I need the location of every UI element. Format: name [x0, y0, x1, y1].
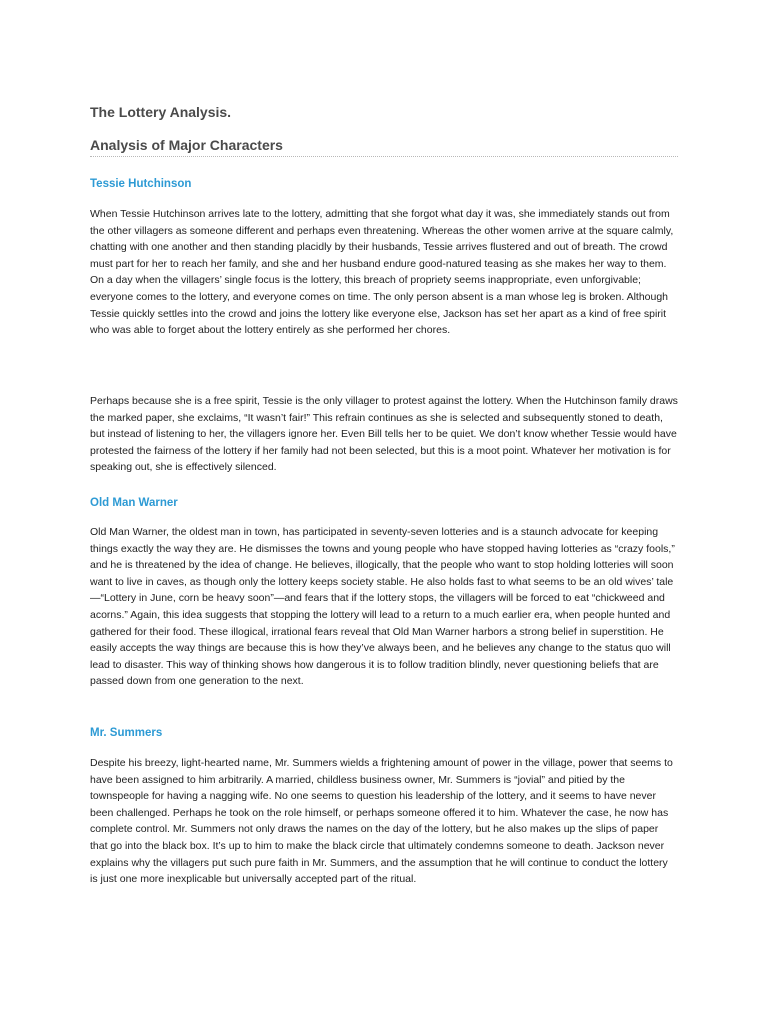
heading-mr-summers: Mr. Summers	[90, 727, 163, 739]
paragraph-old-man-warner: Old Man Warner, the oldest man in town, has participated in seventy-seven lotteries and is a staunch advocate for keeping things exactly the way they are. He dismisses the towns and young people who have stopped having lotteries as “crazy fools,” and he is threatened by the idea of change. He believes, illogically, that the people who want to stop holding lotteries will soon want to live in caves, as though only the lottery keeps society stable. He also holds fast to what seems to be an old wives’ tale—“Lottery in June, corn be heavy soon”—and fears that if the lottery stops, the villagers will be forced to eat “chickweed and acorns.” Again, this idea suggests that stopping the lottery will lead to a return to a much earlier era, when people hunted and gathered for their food. These illogical, irrational fears reveal that Old Man Warner harbors a strong belief in superstition. He easily accepts the way things are because this is how they’ve always been, and he believes any change to the status quo will lead to disaster. This way of thinking shows how dangerous it is to follow tradition blindly, never questioning beliefs that are passed down from one generation to the next.	[90, 526, 675, 688]
paragraph-tessie-2: Perhaps because she is a free spirit, Tessie is the only villager to protest against the lottery. When the Hutchinson family draws the marked paper, she exclaims, “It wasn’t fair!” This refrain continues as she is selected and subsequently stoned to death, but instead of listening to her, the villagers ignore her. Even Bill tells her to be quiet. We don’t know whether Tessie would have protested the fairness of the lottery if her family had not been selected, but this is a moot point. Whatever her motivation is for speaking out, she is effectively silenced.	[90, 395, 678, 474]
document-title: The Lottery Analysis.	[90, 104, 232, 120]
paragraph-mr-summers: Despite his breezy, light-hearted name, Mr. Summers wields a frightening amount of power in the village, power that seems to have been assigned to him arbitrarily. A married, childless business owner, Mr. Summers is “jovial” and pitied by the townspeople for having a nagging wife. No one seems to question his leadership of the lottery, and it seems to have never been challenged. Perhaps he took on the role himself, or perhaps someone offered it to him. Whatever the case, he now has complete control. Mr. Summers not only draws the names on the day of the lottery, but he also makes up the slips of paper that go into the black box. It’s up to him to make the black circle that ultimately condemns someone to death. Jackson never explains why the villagers put such pure faith in Mr. Summers, and the assumption that he will continue to conduct the lottery is just one more inexplicable but universally accepted part of the ritual.	[90, 757, 673, 886]
heading-tessie-hutchinson: Tessie Hutchinson	[90, 178, 192, 190]
paragraph-tessie-1: When Tessie Hutchinson arrives late to the lottery, admitting that she forgot what day it was, she immediately stands out from the other villagers as someone different and perhaps even threatening. Whereas the other women arrive at the square calmly, chatting with one another and then standing placidly by their husbands, Tessie arrives flustered and out of breath. The crowd must part for her to reach her family, and she and her husband endure good-natured teasing as she makes her way to them. On a day when the villagers’ single focus is the lottery, this breach of propriety seems inappropriate, even unforgivable; everyone comes to the lottery, and everyone comes on time. The only person absent is a man whose leg is broken. Although Tessie quickly settles into the crowd and joins the lottery like everyone else, Jackson has set her apart as a kind of free spirit who was able to forget about the lottery entirely as she performed her chores.	[90, 208, 674, 337]
heading-old-man-warner: Old Man Warner	[90, 497, 178, 509]
section-title: Analysis of Major Characters	[90, 137, 678, 157]
